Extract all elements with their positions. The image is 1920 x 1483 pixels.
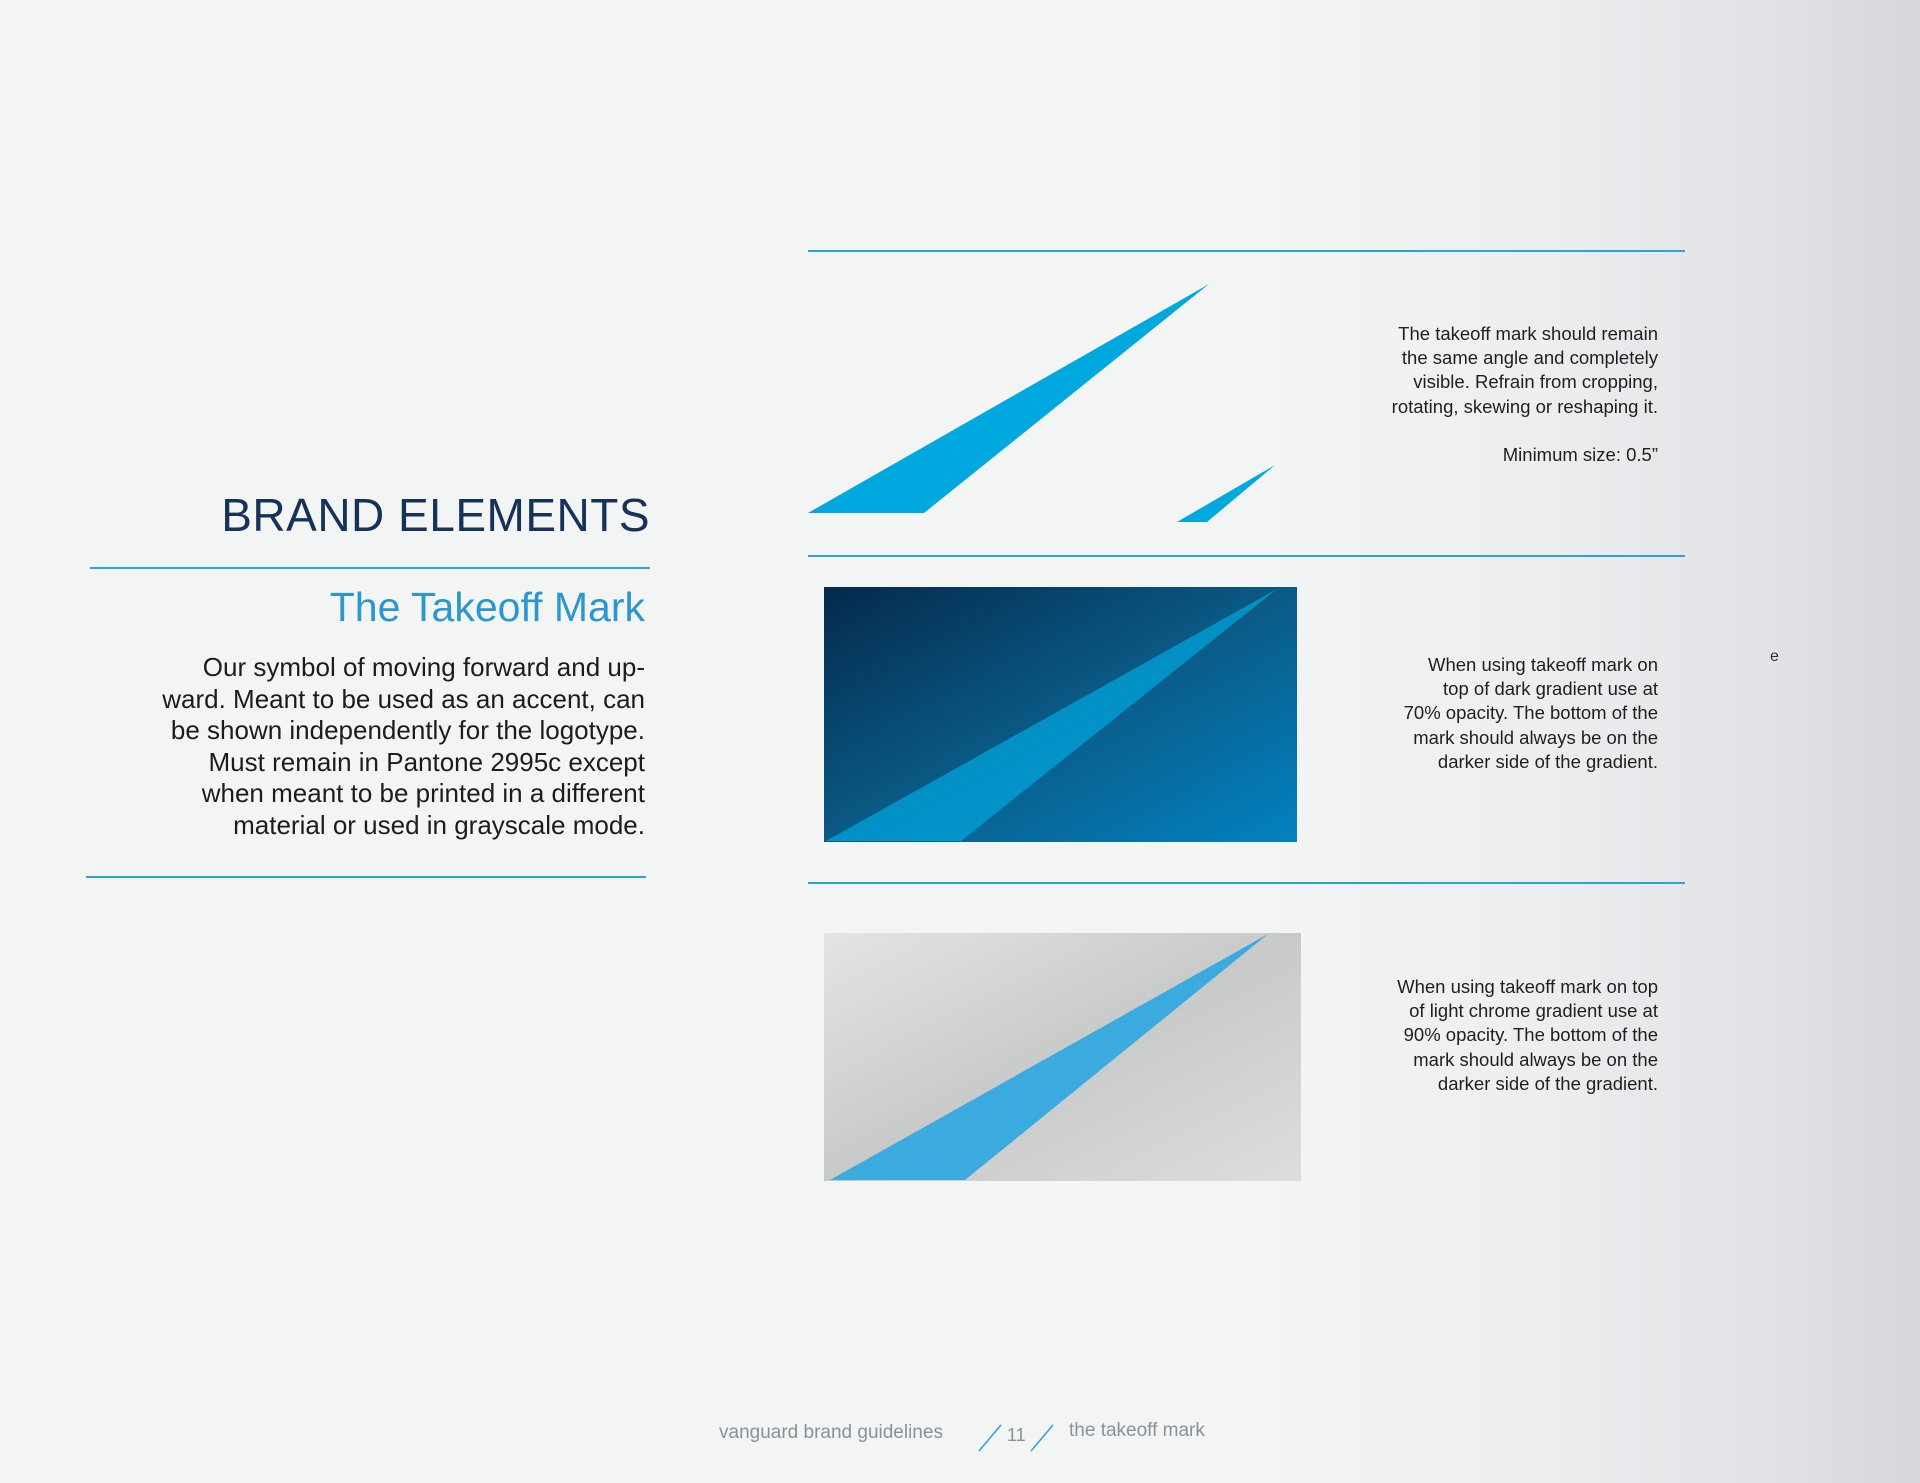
panel-rule-middle <box>808 555 1685 557</box>
footer-left-label: vanguard brand guidelines <box>719 1422 943 1443</box>
light-chrome-panel <box>824 933 1301 1181</box>
panel-rule-top <box>808 250 1685 252</box>
note-line: top of dark gradient use at <box>1443 678 1658 700</box>
slash-separator-icon <box>978 1424 1002 1452</box>
note-line: 70% opacity. The bottom of the <box>1403 702 1658 724</box>
intro-paragraph <box>80 652 645 841</box>
note-line: of light chrome gradient use at <box>1409 1000 1658 1022</box>
footer-right-label: the takeoff mark <box>1069 1420 1205 1441</box>
takeoff-mark-on-dark-icon <box>824 587 1297 842</box>
intro-line: Must remain in Pantone 2995c except <box>208 746 645 777</box>
takeoff-mark-on-light-icon <box>824 933 1301 1181</box>
note-line: The takeoff mark should remain <box>1398 323 1658 344</box>
note-line: When using takeoff mark on top <box>1397 976 1658 997</box>
intro-line: when meant to be printed in a different <box>201 778 645 808</box>
intro-line: be shown independently for the logotype. <box>170 715 645 745</box>
takeoff-mark-small-shape <box>1177 465 1275 522</box>
dark-gradient-panel <box>824 587 1297 842</box>
slash-separator-icon <box>1030 1424 1054 1452</box>
note-line: 90% opacity. The bottom of the <box>1403 1024 1658 1046</box>
note-line: darker side of the gradient. <box>1437 1072 1658 1094</box>
size-rule-note <box>1278 322 1658 467</box>
page-title: BRAND ELEMENTS <box>221 489 650 541</box>
note-line: visible. Refrain from cropping, <box>1413 371 1658 393</box>
note-line: mark should always be on the <box>1413 1048 1658 1070</box>
minimum-size-note: Minimum size: 0.5” <box>1502 443 1658 465</box>
page-number: 11 <box>1007 1425 1026 1445</box>
stray-letter: e <box>1770 648 1779 665</box>
light-chrome-note <box>1278 975 1658 1096</box>
section-title: The Takeoff Mark <box>329 584 645 630</box>
intro-bottom-rule <box>86 876 646 878</box>
panel-rule-lower <box>808 882 1685 884</box>
note-line: mark should always be on the <box>1413 726 1658 748</box>
takeoff-mark-large-icon <box>808 282 1213 514</box>
intro-line: ward. Meant to be used as an accent, can <box>162 683 645 714</box>
note-line: darker side of the gradient. <box>1437 750 1658 772</box>
brand-title-rule <box>90 567 650 569</box>
takeoff-mark-small-icon <box>1175 464 1277 524</box>
intro-line: Our symbol of moving forward and up- <box>202 652 645 682</box>
intro-line: material or used in grayscale mode. <box>233 809 645 840</box>
note-line: the same angle and completely <box>1401 347 1658 369</box>
note-line: rotating, skewing or reshaping it. <box>1391 395 1658 417</box>
takeoff-mark-large-shape <box>808 284 1209 513</box>
note-line: When using takeoff mark on <box>1427 654 1658 675</box>
dark-gradient-note <box>1278 653 1658 774</box>
